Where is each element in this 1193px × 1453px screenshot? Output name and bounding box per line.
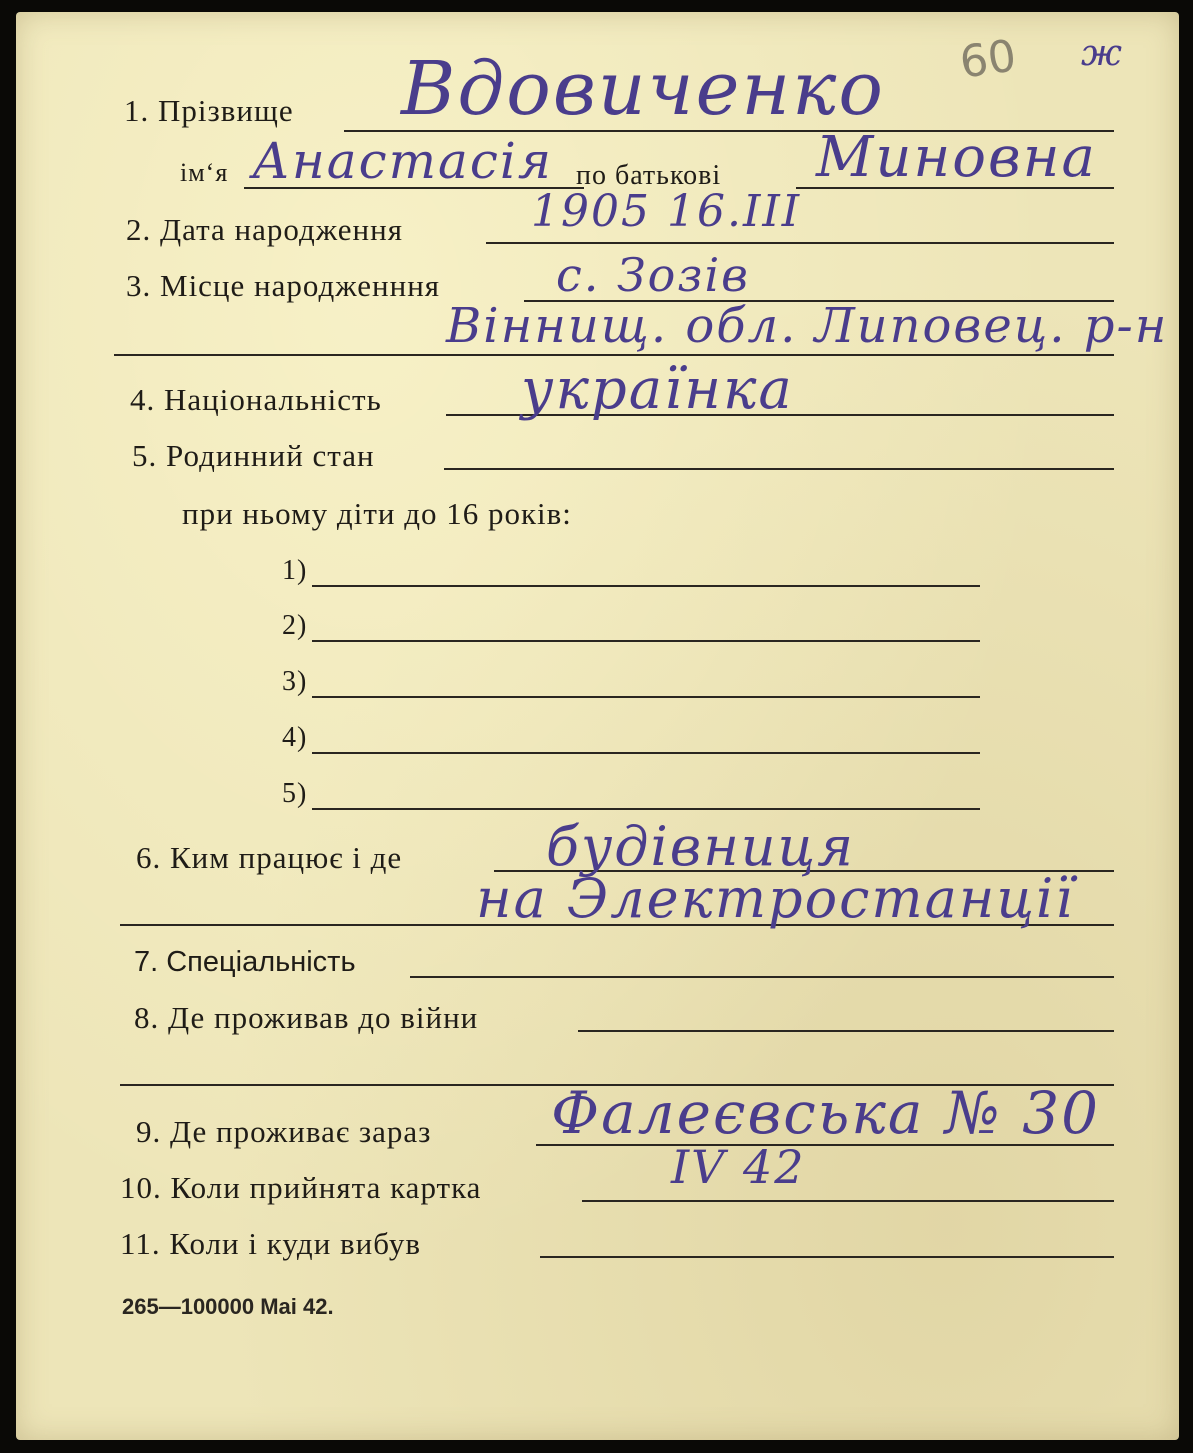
child-3-label: 3) — [282, 666, 308, 697]
card-accepted-line — [582, 1200, 1114, 1202]
corner-mark: ж — [1081, 33, 1124, 74]
departure-label: 11. Коли і куди вибув — [120, 1226, 421, 1261]
child-4-line — [312, 752, 980, 754]
child-2-line — [312, 640, 980, 642]
marital-status-line — [444, 468, 1114, 470]
prewar-residence-line-1 — [578, 1030, 1114, 1032]
occupation-value-2: на Электростанції — [476, 867, 1075, 930]
child-5-line — [312, 808, 980, 810]
patronymic-label: по батькові — [576, 160, 722, 191]
occupation-label: 6. Ким працює і де — [136, 840, 403, 875]
card-accepted-label: 10. Коли прийнята картка — [120, 1170, 482, 1205]
child-1-line — [312, 585, 980, 587]
departure-line — [540, 1256, 1114, 1258]
card-accepted-value: IV 42 — [671, 1140, 806, 1194]
birth-date-value: 1905 16.III — [531, 186, 802, 237]
registration-card — [16, 12, 1179, 1440]
birthplace-line-2 — [114, 354, 1114, 356]
surname-label: 1. Прізвище — [124, 93, 294, 128]
children-label: при ньому діти до 16 років: — [182, 496, 572, 531]
child-5-label: 5) — [282, 778, 308, 809]
surname-value: Вдовиченко — [401, 46, 885, 132]
marital-status-label: 5. Родинний стан — [132, 438, 375, 473]
child-1-label: 1) — [282, 555, 308, 586]
patronymic-value: Миновна — [816, 125, 1097, 190]
name-value: Анастасія — [252, 132, 553, 190]
current-residence-value: Фалеєвська № 30 — [551, 1079, 1101, 1147]
birth-date-label: 2. Дата народження — [126, 212, 403, 247]
specialty-line — [410, 976, 1114, 978]
birthplace-value-1: с. Зозів — [556, 248, 750, 302]
child-2-label: 2) — [282, 610, 308, 641]
specialty-label: 7. Спеціальність — [134, 946, 356, 978]
birth-date-line — [486, 242, 1114, 244]
nationality-value: українка — [521, 357, 794, 422]
pencil-number: 60 — [956, 30, 1020, 89]
nationality-label: 4. Національність — [130, 382, 382, 417]
name-label: ім‘я — [180, 158, 229, 187]
birthplace-label: 3. Місце народженння — [126, 268, 441, 303]
birthplace-value-2: Віннищ. обл. Липовец. р-н — [446, 298, 1169, 354]
occupation-value-1: будівниця — [546, 815, 855, 878]
print-code: 265—100000 Mai 42. — [122, 1294, 334, 1319]
prewar-residence-label: 8. Де проживав до війни — [134, 1000, 479, 1035]
current-residence-label: 9. Де проживає зараз — [136, 1114, 432, 1149]
child-3-line — [312, 696, 980, 698]
child-4-label: 4) — [282, 722, 308, 753]
